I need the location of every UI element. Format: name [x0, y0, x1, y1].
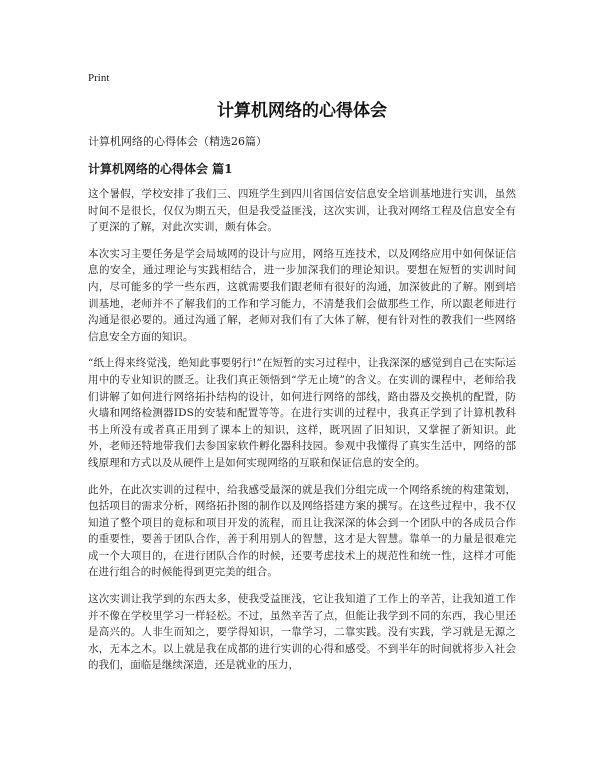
document-page	[88, 70, 516, 674]
paragraph-5: 这次实训让我学到的东西太多，使我受益匪浅，它让我知道了工作上的辛苦，让我知道工作并不像在学校里学习一样轻松。不过，虽然辛苦了点，但能让我学到不同的东西，我心里还是高兴的。人非生而知之，要学得知识，一靠学习，二靠实践。没有实践，学习就是无源之水，无本之木。以上就是我在成都的进行实训的心得和感受。不到半年的时间就将步入社会的我们，面临是继续深造，还是就业的压力，	[88, 593, 516, 672]
paragraph-4: 此外，在此次实训的过程中，给我感受最深的就是我们分组完成一个网络系统的构建策划，包括项目的需求分析，网络拓扑图的制作以及网络搭建方案的撰写。在这些过程中，我不仅知道了整个项目的竟标和项目开发的流程，而且让我深深的体会到一个团队中的各成员合作的重要性，要善于团队合作，善于利用别人的智慧，这才是大智慧。靠单一的力量是很难完成一个大项目的，在进行团队合作的时候，还要考虑技术上的规范性和统一性，这样才可能在进行组合的时候能得到更完美的组合。	[88, 483, 516, 579]
document-title: 计算机网络的心得体会	[217, 101, 387, 121]
document-subtitle: 计算机网络的心得体会（精选26篇）	[88, 135, 267, 148]
paragraph-2: 本次实习主要任务是学会局域网的设计与应用，网络互连技术，以及网络应用中如何保证信息的安全，通过理论与实践相结合，进一步加深我们的理论知识。要想在短暂的实训时间内，尽可能多的学一些东西，这就需要我们跟老师有很好的沟通，加深彼此的了解。刚到培训基地，老师并不了解我们的工作和学习能力，不清楚我们会做那些工作，所以跟老师进行沟通是很必要的。通过沟通了解，老师对我们有了大体了解，便有针对性的教我们一些网络信息安全方面的知识。	[88, 247, 516, 343]
print-link[interactable]: Print	[88, 72, 110, 84]
paragraph-1: 这个暑假，学校安排了我们三、四班学生到四川省国信安信息安全培训基地进行实训，虽然时间不是很长，仅仅为期五天，但是我受益匪浅，这次实训，让我对网络工程及信息安全有了更深的了解，对此次实训，颇有体会。	[88, 188, 516, 234]
section-heading: 计算机网络的心得体会 篇1	[88, 162, 233, 176]
paragraph-3: “纸上得来终觉浅，绝知此事要躬行!”在短暂的实习过程中，让我深深的感觉到自己在实际运用中的专业知识的匮乏。让我们真正领悟到“学无止境”的含义。在实训的课程中，老师给我们讲解了如何进行网络拓扑结构的设计，如何进行网络的部线，路由器及交换机的配置，防火墙和网络检测器IDS的安装和配置等等。在进行实训的过程中，我真正学到了计算机教科书上所没有或者真正用到了课本上的知识，这样，既巩固了旧知识，又掌握了新知识。此外，老师还特地带我们去参国家软件孵化器科技园。参观中我懂得了真实生活中，网络的部线原理和方式以及从硬件上是如何实现网络的互联和保证信息的安全的。	[88, 357, 516, 469]
